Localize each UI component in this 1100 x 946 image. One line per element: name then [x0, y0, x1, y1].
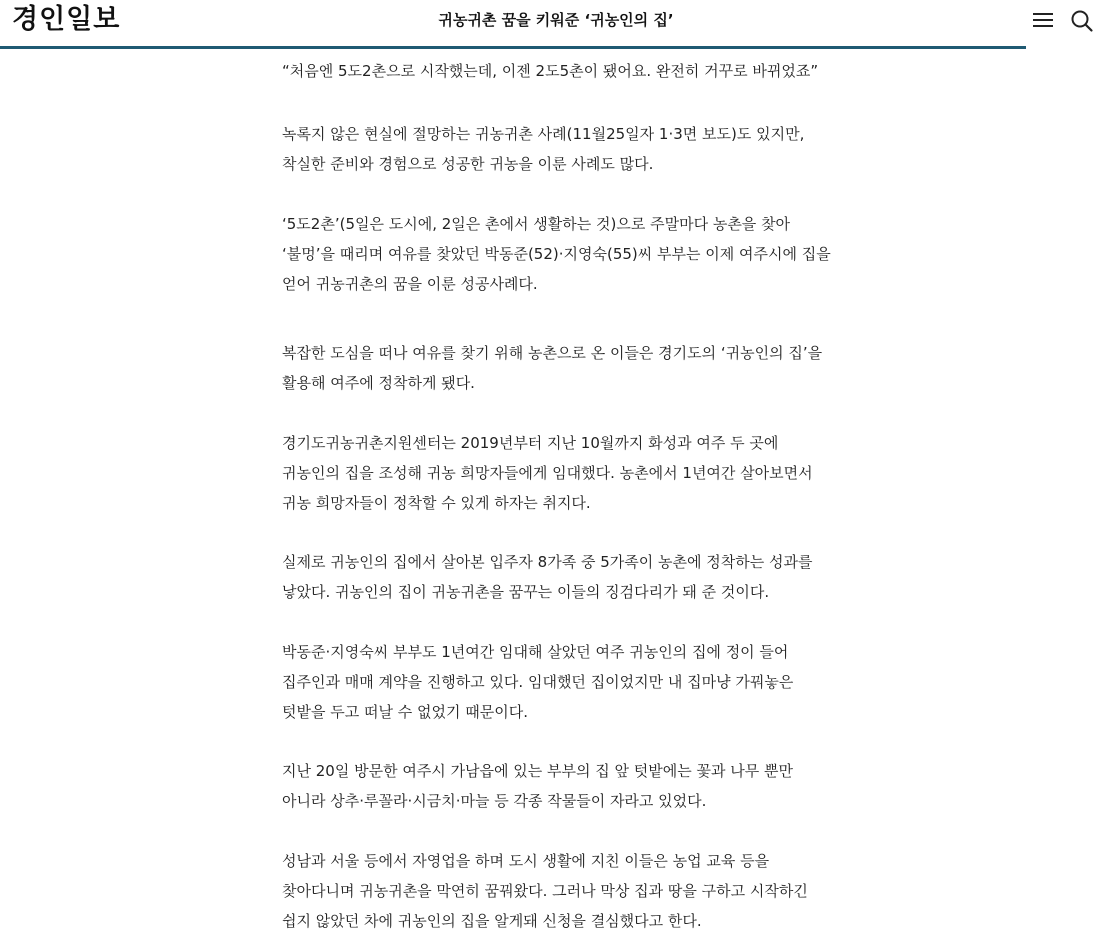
menu-icon[interactable]: [1033, 11, 1055, 29]
header-headline: 귀농귀촌 꿈을 키워준 ‘귀농인의 집’: [438, 11, 674, 29]
article-paragraph: 박동준·지영숙씨 부부도 1년여간 임대해 살았던 여주 귀농인의 집에 정이 들어 집주인과 매매 계약을 진행하고 있다. 임대했던 집이었지만 내 집마냥 가꿔놓은 텃밭을 두고 떠날 수 없었기 때문이다.: [282, 643, 794, 721]
article-paragraph: 복잡한 도심을 떠나 여유를 찾기 위해 농촌으로 온 이들은 경기도의 ‘귀농인의 집’을 활용해 여주에 정착하게 됐다.: [282, 344, 823, 392]
article-paragraph: 경기도귀농귀촌지원센터는 2019년부터 지난 10월까지 화성과 여주 두 곳에 귀농인의 집을 조성해 귀농 희망자들에게 임대했다. 농촌에서 1년여간 살아보면서 귀농 희망자들이 정착할 수 있게 하자는 취지다.: [282, 434, 813, 512]
site-logo[interactable]: 경인일보: [12, 4, 121, 35]
header-divider: [0, 46, 1026, 49]
article-paragraph: 지난 20일 방문한 여주시 가남읍에 있는 부부의 집 앞 텃밭에는 꽃과 나무 뿐만 아니라 상추·루꼴라·시금치·마늘 등 각종 작물들이 자라고 있었다.: [282, 762, 794, 810]
article-paragraph: 실제로 귀농인의 집에서 살아본 입주자 8가족 중 5가족이 농촌에 정착하는 성과를 낳았다. 귀농인의 집이 귀농귀촌을 꿈꾸는 이들의 징검다리가 돼 준 것이다.: [282, 553, 813, 601]
article-paragraph: 녹록지 않은 현실에 절망하는 귀농귀촌 사례(11월25일자 1·3면 보도)도 있지만, 착실한 준비와 경험으로 성공한 귀농을 이룬 사례도 많다.: [282, 125, 805, 173]
article-paragraph: “처음엔 5도2촌으로 시작했는데, 이젠 2도5촌이 됐어요. 완전히 거꾸로 바뀌었죠”: [282, 62, 819, 80]
search-icon[interactable]: [1070, 9, 1094, 33]
article-paragraph: 성남과 서울 등에서 자영업을 하며 도시 생활에 지친 이들은 농업 교육 등을 찾아다니며 귀농귀촌을 막연히 꿈꿔왔다. 그러나 막상 집과 땅을 구하고 시작하긴 쉽지 않았던 차에 귀농인의 집을 알게돼 신청을 결심했다고 한다.: [282, 852, 808, 930]
site-header: [0, 0, 1100, 48]
article-paragraph: ‘5도2촌’(5일은 도시에, 2일은 촌에서 생활하는 것)으로 주말마다 농촌을 찾아 ‘불멍’을 때리며 여유를 찾았던 박동준(52)·지영숙(55)씨 부부는 이제 여주시에 집을 얻어 귀농귀촌의 꿈을 이룬 성공사례다.: [282, 215, 831, 293]
